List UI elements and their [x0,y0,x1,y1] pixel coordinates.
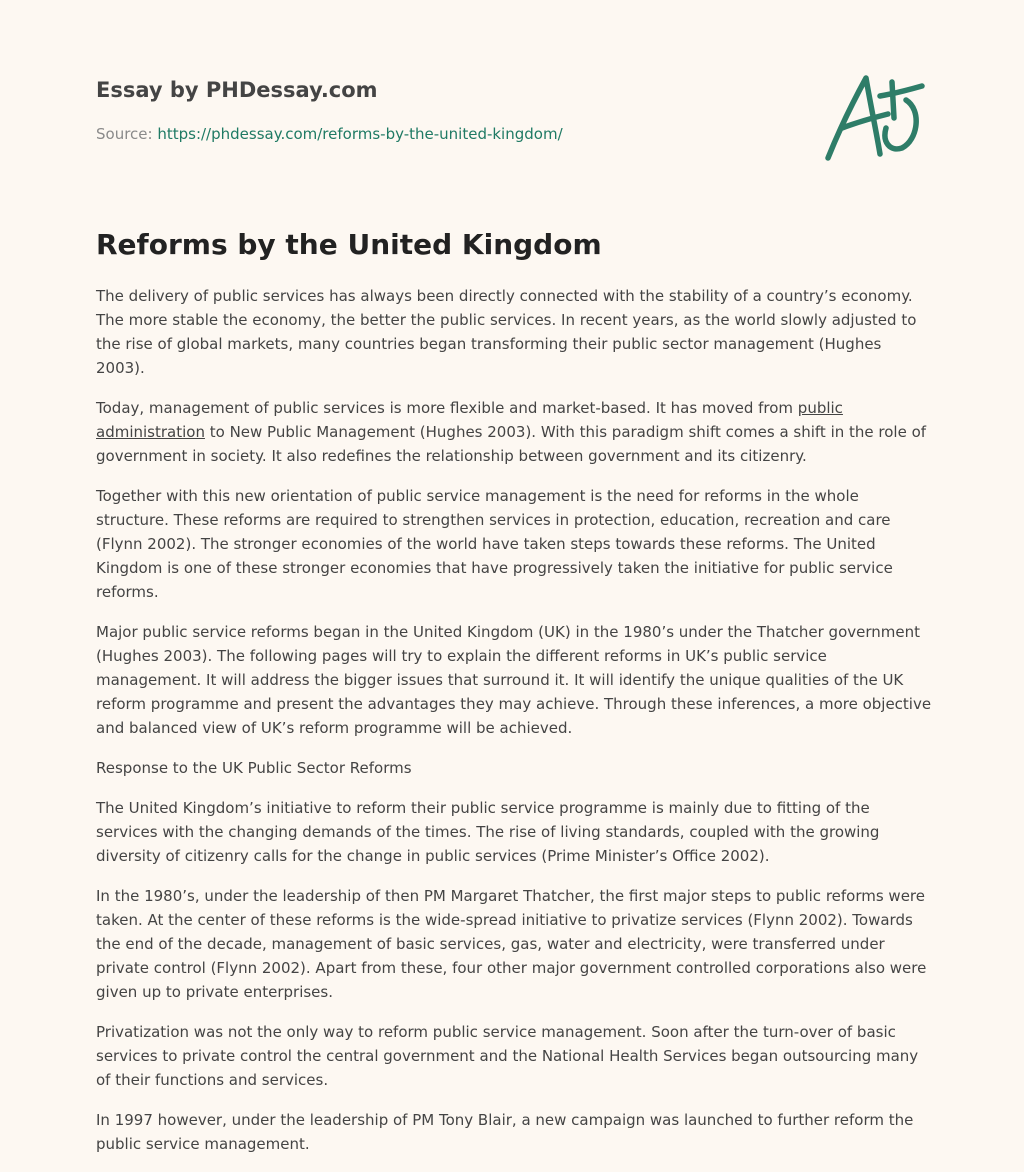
paragraph-2-text-after: to New Public Management (Hughes 2003). With this paradigm shift comes a shift in the role of government in society. It also redefines the relationship between government and its citizenry. [96,423,927,465]
paragraph-8: Privatization was not the only way to reform public service management. Soon after the turn-over of basic services to private control the central government and the National Health Services began outsourcing many of their functions and services. [96,1023,919,1089]
essay-body [96,284,932,1172]
a-plus-logo-icon [822,66,932,166]
paragraph-1: The delivery of public services has always been directly connected with the stability of a country’s economy. The more stable the economy, the better the public services. In recent years, as the world slowly adjusted to the rise of global markets, many countries began transforming their public sector management (Hughes 2003). [96,287,917,377]
paragraph-7: In the 1980’s, under the leadership of then PM Margaret Thatcher, the first major steps to public reforms were taken. At the center of these reforms is the wide-spread initiative to privatize services (Flynn 2002). Towards the end of the decade, management of basic services, gas, water and electricity, were transferred under private control (Flynn 2002). Apart from these, four other major government controlled corporations also were given up to private enterprises. [96,887,927,1001]
paragraph-4: Major public service reforms began in the United Kingdom (UK) in the 1980’s under the Thatcher government (Hughes 2003). The following pages will try to explain the different reforms in UK’s public service management. It will address the bigger issues that surround it. It will identify the unique qualities of the UK reform programme and present the advantages they may achieve. Through these inferences, a more objective and balanced view of UK’s reform programme will be achieved. [96,623,932,737]
page-header [96,76,796,144]
paragraph-2-text-before: Today, management of public services is more flexible and market-based. It has moved from [96,399,798,417]
source-label: Source: [96,125,158,143]
section-heading: Response to the UK Public Sector Reforms [96,759,412,777]
site-title: Essay by PHDessay.com [96,78,378,102]
public-administration-link[interactable]: public administration [96,399,843,441]
paragraph-2 [96,396,932,468]
paragraph-3: Together with this new orientation of public service management is the need for reforms in the whole structure. These reforms are required to strengthen services in protection, education, recreation and care (Flynn 2002). The stronger economies of the world have taken steps towards these reforms. The United Kingdom is one of these stronger economies that have progressively taken the initiative for public service reforms. [96,487,893,601]
essay-title: Reforms by the United Kingdom [96,228,602,261]
source-link[interactable]: https://phdessay.com/reforms-by-the-united-kingdom/ [157,125,563,143]
source-line [96,124,796,144]
paragraph-6: The United Kingdom’s initiative to reform their public service programme is mainly due to fitting of the services with the changing demands of the times. The rise of living standards, coupled with the growing diversity of citizenry calls for the change in public services (Prime Minister’s Office 2002). [96,799,880,865]
paragraph-9: In 1997 however, under the leadership of PM Tony Blair, a new campaign was launched to further reform the public service management. [96,1111,914,1153]
